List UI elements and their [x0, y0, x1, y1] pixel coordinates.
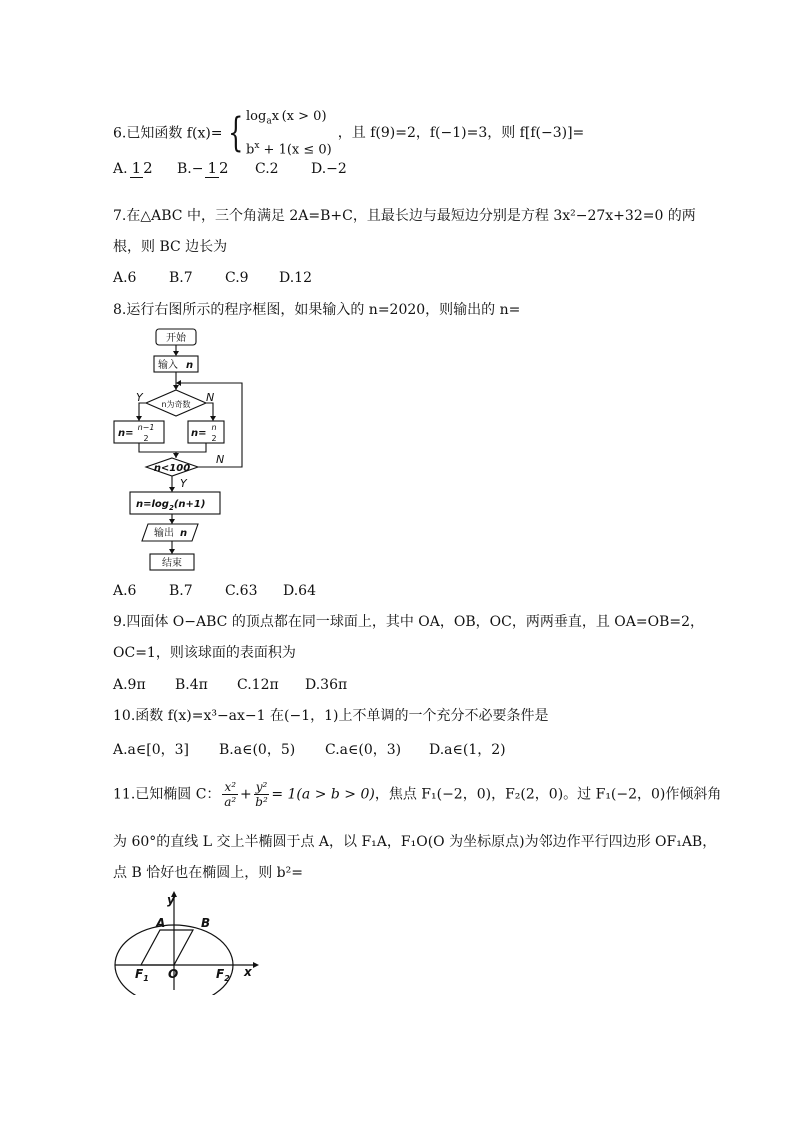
parallelogram — [141, 930, 193, 965]
flow-log-label: $n=\log_2(n+1)$ — [136, 499, 206, 512]
flow-output-var: n — [180, 528, 188, 539]
flowchart — [110, 325, 270, 575]
question-10: 10.函数 f(x)=x³−ax−1 在(−1，1)上不单调的一个充分不必要条件是 — [113, 708, 549, 724]
q11-x-frac: $\frac{\text{x²}}{\text{a²}}$ — [224, 780, 237, 809]
q7-option-c: C.9 — [225, 270, 249, 286]
flow-right-num: n — [211, 423, 217, 432]
q11-suffix: ，焦点 F₁(−2，0)，F₂(2，0)。过 F₁(−2，0)作倾斜角 — [374, 786, 722, 803]
origin-label: O — [168, 967, 179, 981]
q6-option-b: B.− 1 2 — [177, 159, 229, 177]
flow-yes-2: Y — [180, 477, 187, 490]
flow-start-label: 开始 — [166, 333, 186, 344]
q10-option-a: A.a∈[0，3] — [113, 742, 190, 758]
question-7-line1: 7.在△ABC 中，三个角满足 2A=B+C，且最长边与最短边分别是方程 3x²−27x+32=0 的两 — [113, 208, 696, 224]
flow-output-label: 输出 — [154, 528, 174, 539]
q8-option-c: C.63 — [225, 583, 258, 599]
q6-options — [113, 160, 347, 178]
flow-yes-1: Y — [136, 391, 143, 404]
focus-f2-label: $F_2$ — [216, 967, 230, 983]
point-a-label: A — [156, 916, 166, 930]
q6-piece2: $b^x + 1(x \le 0)$ — [246, 140, 332, 157]
axis-x-label: x — [244, 965, 252, 979]
flow-odd-label: n为奇数 — [161, 400, 191, 409]
q6-option-d: D.−2 — [311, 161, 347, 177]
question-11-line2: 为 60°的直线 L 交上半椭圆于点 A，以 F₁A，F₁O(O 为坐标原点)为邻边作平行四边形 OF₁AB， — [113, 834, 717, 850]
point-b-label: B — [201, 916, 211, 930]
q9-option-b: B.4π — [175, 677, 208, 693]
q9-option-a: A.9π — [113, 677, 146, 693]
focus-f1-label: $F_1$ — [135, 967, 149, 983]
flow-input-var: n — [186, 360, 194, 371]
q9-options — [113, 677, 347, 693]
flow-lt100-label: n<100 — [153, 463, 191, 474]
question-11-line1: 11.已知椭圆 C： $\frac{\text{x²}}{\text{a²}}$ + $\frac{\text{y²}}{\text{b²}}$ = 1(a > b > 0)，焦点 F₁(−2，0)，F₂(2，0)。过 F₁(−2，0)作倾斜角 — [113, 780, 722, 809]
q11-prefix: 11.已知椭圆 C： — [113, 786, 221, 803]
q8-option-d: D.64 — [283, 583, 316, 599]
flow-no-1: N — [206, 391, 215, 404]
q7-option-a: A.6 — [113, 270, 137, 286]
question-11-line3: 点 B 恰好也在椭圆上，则 b²= — [113, 865, 303, 881]
flow-left-lhs: n= — [118, 428, 134, 439]
axis-y-label: y — [167, 893, 175, 907]
flow-no-2: N — [216, 453, 225, 466]
q11-y-frac: $\frac{\text{y²}}{\text{b²}}$ — [255, 780, 268, 809]
question-6 — [113, 105, 584, 162]
question-7-line2: 根，则 BC 边长为 — [113, 239, 228, 255]
flow-right-den: 2 — [211, 434, 217, 443]
q7-option-b: B.7 — [169, 270, 193, 286]
question-8: 8.运行右图所示的程序框图，如果输入的 n=2020，则输出的 n= — [113, 302, 521, 318]
ellipse-figure — [113, 890, 263, 995]
flow-input-label: 输入 — [158, 360, 178, 371]
q10-options — [113, 739, 506, 759]
flow-left-den: 2 — [143, 434, 149, 443]
q11-eq-rest: = 1(a > b > 0) — [271, 786, 375, 803]
flow-left-num: n−1 — [137, 423, 155, 432]
q6-option-c: C.2 — [255, 161, 279, 177]
q6-prefix: 6.已知函数 f(x)= — [113, 125, 223, 142]
q8-options — [113, 583, 316, 599]
q9-option-c: C.12π — [237, 677, 279, 693]
q10-option-b: B.a∈(0，5) — [219, 742, 296, 758]
q10-option-d: D.a∈(1，2) — [429, 742, 506, 758]
question-9-line2: OC=1，则该球面的表面积为 — [113, 645, 296, 661]
question-9-line1: 9.四面体 O−ABC 的顶点都在同一球面上，其中 OA，OB，OC，两两垂直，且 OA=OB=2， — [113, 614, 704, 630]
q6-option-a: A. 1 2 — [113, 159, 153, 177]
flow-end-label: 结束 — [162, 558, 182, 569]
brace-icon: { — [227, 110, 243, 157]
flow-right-lhs: n= — [191, 428, 207, 439]
q8-option-a: A.6 — [113, 583, 137, 599]
q6-piece1: $\log_ax$ (x > 0) — [246, 109, 327, 127]
q8-option-b: B.7 — [169, 583, 193, 599]
q7-option-d: D.12 — [279, 270, 312, 286]
q9-option-d: D.36π — [305, 677, 348, 693]
q6-suffix: ，且 f(9)=2，f(−1)=3，则 f[f(−3)]= — [337, 125, 585, 142]
q6-piecewise — [246, 105, 332, 162]
q7-options — [113, 270, 312, 286]
q10-option-c: C.a∈(0，3) — [325, 742, 402, 758]
